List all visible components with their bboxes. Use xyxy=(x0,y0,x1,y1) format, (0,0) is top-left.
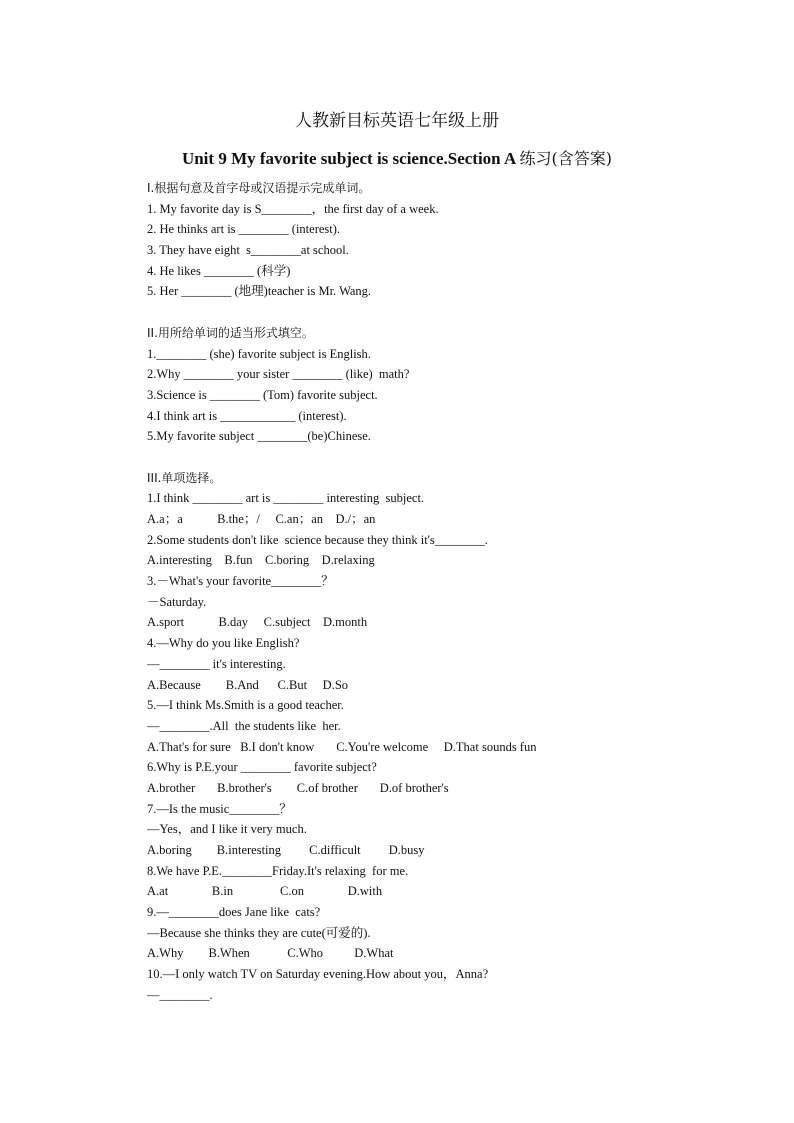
subtitle-chinese: 练习(含答案) xyxy=(519,149,613,168)
section-3-line: 2.Some students don't like science because they think it's________. xyxy=(147,532,488,547)
section-3-line: 4.—Why do you like English? xyxy=(147,636,300,651)
section-3-line: —Yes，and I like it very much. xyxy=(147,822,307,837)
section-3-line: －Saturday. xyxy=(147,594,207,609)
section-3-line: —________. xyxy=(147,987,213,1002)
section-3-heading: III.单项选择。 xyxy=(147,470,222,485)
section-3-line: A.That's for sure B.I don't know C.You're welcome D.That sounds fun xyxy=(147,739,537,754)
subtitle-english: Unit 9 My favorite subject is science.Section A xyxy=(181,149,520,168)
section-3-line: A.interesting B.fun C.boring D.relaxing xyxy=(147,553,375,568)
section-3-line: 8.We have P.E.________Friday.It's relaxing for me. xyxy=(147,863,409,878)
section-3-line: 7.—Is the music________？ xyxy=(147,801,292,816)
section-3-line: A.at B.in C.on D.with xyxy=(147,884,383,899)
section-2-item: 5.My favorite subject ________(be)Chinese. xyxy=(147,429,371,444)
section-3-line: A.Because B.And C.But D.So xyxy=(147,677,349,692)
section-3-line: A.brother B.brother's C.of brother D.of brother's xyxy=(147,780,449,795)
exercise-content xyxy=(147,178,767,1006)
blank-line xyxy=(147,302,767,323)
blank-line xyxy=(147,447,767,468)
document-title: 人教新目标英语七年级上册 xyxy=(295,111,499,131)
section-1-item: 2. He thinks art is ________ (interest). xyxy=(147,222,341,237)
section-1-item: 4. He likes ________ (科学) xyxy=(147,263,291,278)
section-1-item: 5. Her ________ (地理)teacher is Mr. Wang. xyxy=(147,284,372,299)
section-3-line: A.sport B.day C.subject D.month xyxy=(147,615,368,630)
section-3-line: —Because she thinks they are cute(可爱的). xyxy=(147,925,371,940)
section-1-heading: I.根据句意及首字母或汉语提示完成单词。 xyxy=(147,181,371,195)
section-3-line: 10.—I only watch TV on Saturday evening.How about you，Anna? xyxy=(147,967,489,982)
section-3-line: A.boring B.interesting C.difficult D.busy xyxy=(147,843,425,857)
section-2-item: 1.________ (she) favorite subject is English. xyxy=(147,346,371,361)
section-3-line: —________.All the students like her. xyxy=(147,718,341,733)
section-3-line: A.a；a B.the；/ C.an；an D./；an xyxy=(147,512,376,526)
section-2-heading: II.用所给单词的适当形式填空。 xyxy=(147,325,314,340)
section-2-item: 4.I think art is ____________ (interest). xyxy=(147,408,347,423)
section-2-item: 2.Why ________ your sister ________ (like) math? xyxy=(147,367,410,382)
document-subtitle xyxy=(0,146,794,169)
section-3-line: 6.Why is P.E.your ________ favorite subject? xyxy=(147,760,377,775)
section-3-line: —________ it's interesting. xyxy=(147,656,286,671)
section-2-item: 3.Science is ________ (Tom) favorite subject. xyxy=(147,387,378,402)
section-3-line: 3.－What's your favorite________？ xyxy=(147,574,334,589)
section-1-item: 3. They have eight s________at school. xyxy=(147,243,349,258)
section-3-line: 1.I think ________ art is ________ interesting subject. xyxy=(147,491,425,506)
section-3-line: 5.—I think Ms.Smith is a good teacher. xyxy=(147,698,344,713)
section-3-line: 9.—________does Jane like cats? xyxy=(147,905,321,920)
section-3-line: A.Why B.When C.Who D.What xyxy=(147,946,394,961)
section-1-item: 1. My favorite day is S________，the first day of a week. xyxy=(147,201,439,216)
